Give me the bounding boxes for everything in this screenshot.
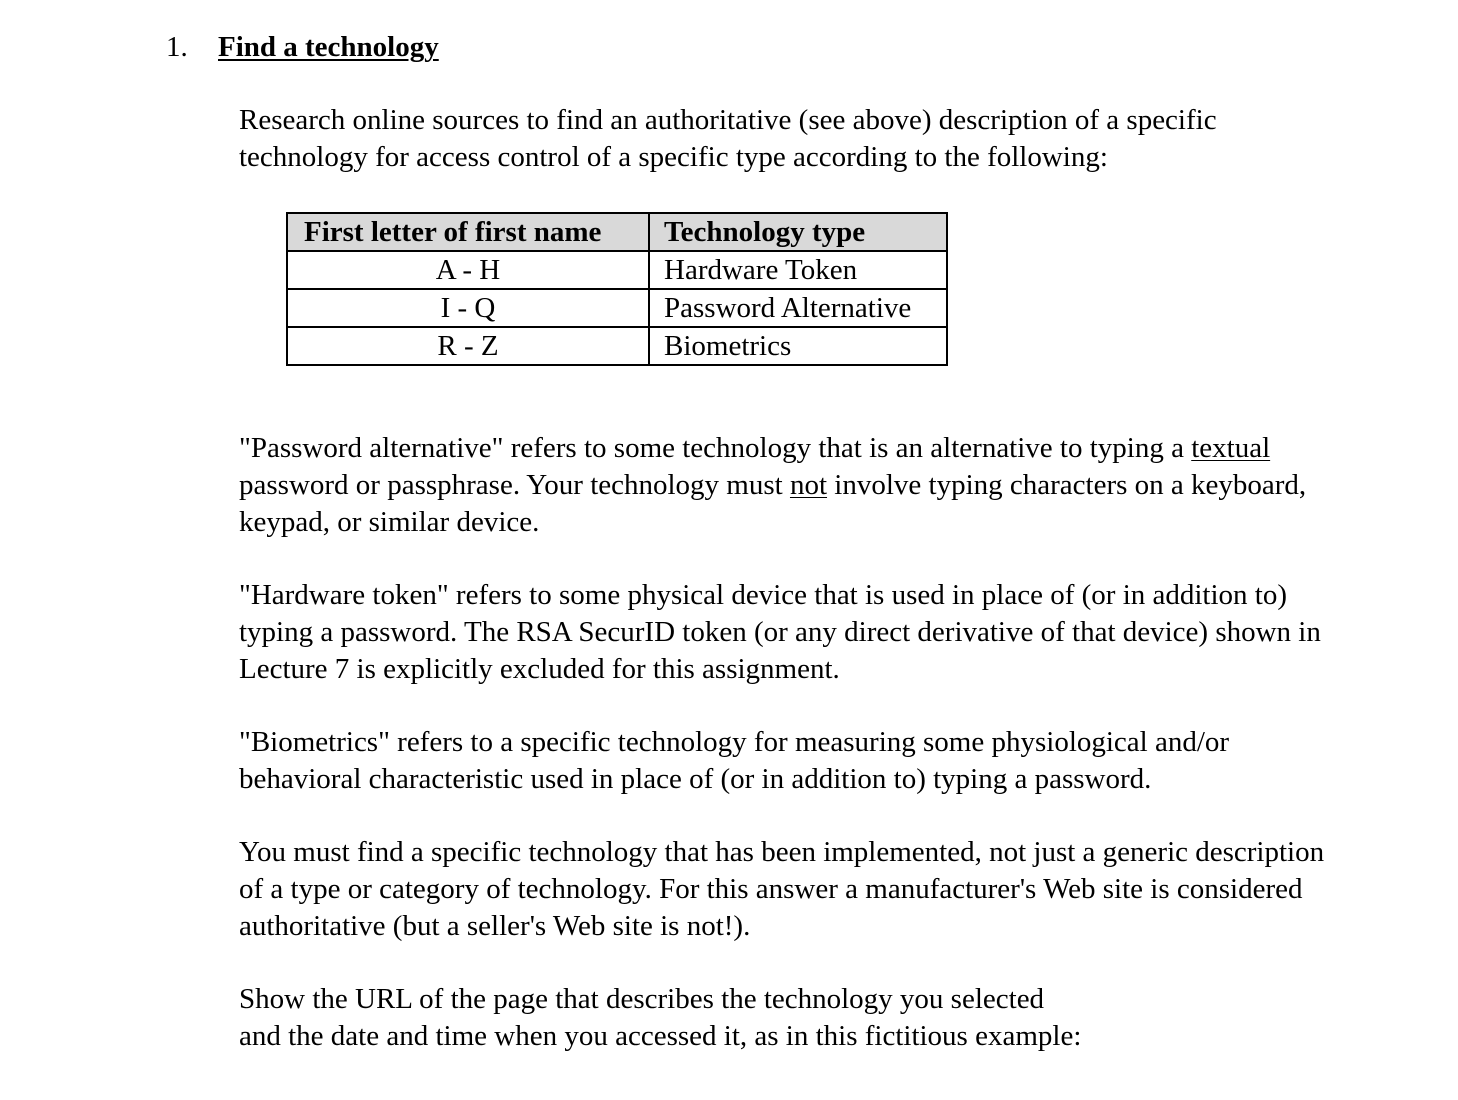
hardware-token-paragraph [239,577,1321,688]
underlined-word-textual: textual [1191,432,1271,464]
paragraph-line: authoritative (but a seller's Web site is not!). [239,910,751,942]
table-header-row [287,213,947,251]
technology-type-cell: Biometrics [649,327,947,365]
intro-line: technology for access control of a specific type according to the following: [239,141,1108,173]
paragraph-line: Lecture 7 is explicitly excluded for this assignment. [239,653,840,685]
table-row [287,251,947,289]
technology-type-cell: Hardware Token [649,251,947,289]
password-alternative-paragraph [239,430,1306,541]
paragraph-line: of a type or category of technology. For this answer a manufacturer's Web site is considered [239,873,1303,905]
paragraph-line: and the date and time when you accessed it, as in this fictitious example: [239,1020,1082,1052]
column-header-first-letter: First letter of first name [287,213,649,251]
section-heading [166,28,439,66]
column-header-technology-type: Technology type [649,213,947,251]
intro-paragraph [239,102,1217,176]
text-run: "Password alternative" refers to some technology that is an alternative to typing a [239,432,1192,464]
section-number: 1. [166,31,188,63]
text-run: password or passphrase. Your technology must [239,469,790,501]
show-url-paragraph [239,981,1081,1055]
paragraph-line: "Hardware token" refers to some physical device that is used in place of (or in addition to) [239,579,1288,611]
paragraph-line: behavioral characteristic used in place of (or in addition to) typing a password. [239,763,1152,795]
biometrics-paragraph [239,724,1229,798]
specific-technology-paragraph [239,834,1324,945]
section-title: Find a technology [218,31,439,63]
table-row [287,327,947,365]
technology-type-table [286,212,948,366]
letter-range-cell: A - H [287,251,649,289]
paragraph-line: You must find a specific technology that has been implemented, not just a generic description [239,836,1325,868]
paragraph-line: keypad, or similar device. [239,506,540,538]
paragraph-line [239,430,1306,467]
text-run: involve typing characters on a keyboard, [827,469,1307,501]
underlined-word-not: not [789,469,828,501]
paragraph-line: "Biometrics" refers to a specific technology for measuring some physiological and/or [239,726,1230,758]
intro-line: Research online sources to find an authoritative (see above) description of a specific [239,104,1217,136]
table-row [287,289,947,327]
paragraph-line [239,467,1306,504]
technology-type-cell: Password Alternative [649,289,947,327]
letter-range-cell: I - Q [287,289,649,327]
letter-range-cell: R - Z [287,327,649,365]
paragraph-line: Show the URL of the page that describes the technology you selected [239,983,1045,1015]
paragraph-line: typing a password. The RSA SecurID token (or any direct derivative of that device) shown in [239,616,1321,648]
